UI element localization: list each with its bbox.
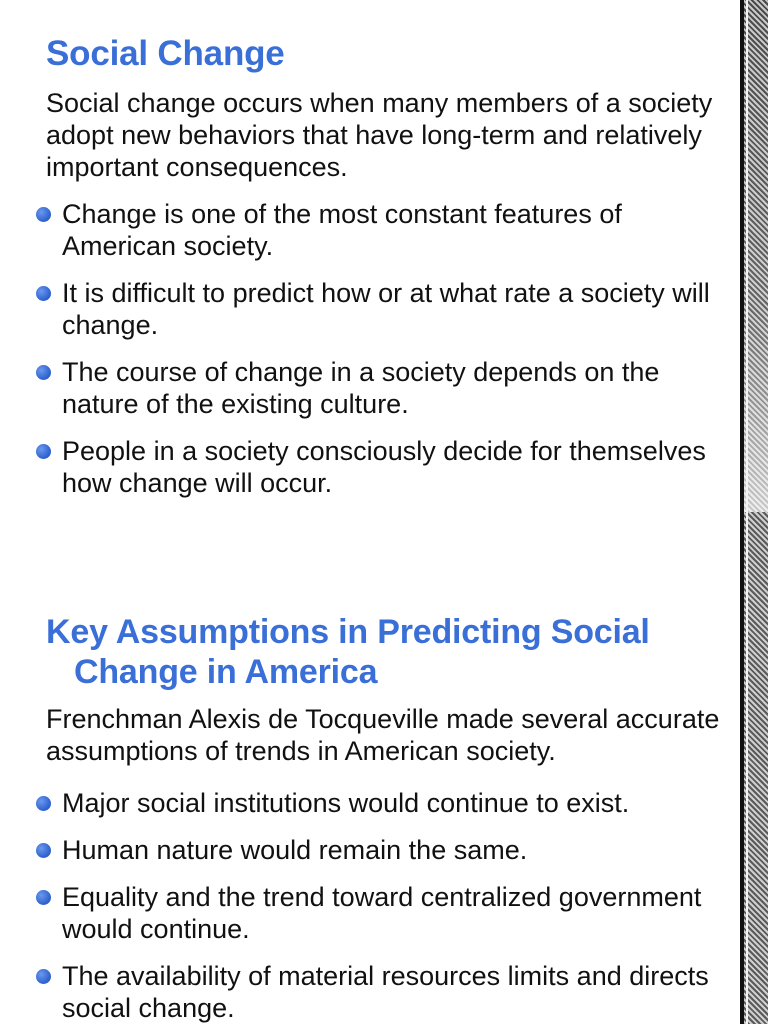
bullet-dot-icon — [36, 969, 51, 984]
bullet-text: Change is one of the most constant features of American society. — [62, 199, 622, 261]
bullet-dot-icon — [36, 207, 51, 222]
slide-key-assumptions — [0, 512, 768, 1024]
slide-title: Social Change — [46, 34, 285, 73]
bullet-item — [34, 277, 740, 341]
bullet-item — [34, 960, 740, 1024]
bullet-dot-icon — [36, 365, 51, 380]
bullet-item — [34, 198, 740, 262]
bullet-text: People in a society consciously decide for themselves how change will occur. — [62, 436, 706, 498]
decorative-edge-line — [740, 0, 744, 512]
bullet-text: Human nature would remain the same. — [62, 835, 528, 865]
decorative-edge-highlight — [746, 0, 748, 512]
bullet-dot-icon — [36, 843, 51, 858]
bullet-dot-icon — [36, 286, 51, 301]
slide-intro: Social change occurs when many members of a society adopt new behaviors that have long-term and relatively important consequences. — [46, 88, 713, 182]
bullet-item — [34, 834, 740, 866]
bullet-text: Major social institutions would continue to exist. — [62, 788, 630, 818]
bullet-item — [34, 356, 740, 420]
slide-title: Key Assumptions in Predicting Social Change in America — [46, 613, 650, 691]
bullet-item — [34, 435, 740, 499]
bullet-dot-icon — [36, 444, 51, 459]
bullet-text: The course of change in a society depends on the nature of the existing culture. — [62, 357, 660, 419]
bullet-text: The availability of material resources limits and directs social change. — [62, 961, 709, 1023]
bullet-text: It is difficult to predict how or at what rate a society will change. — [62, 278, 710, 340]
bullet-item — [34, 881, 740, 945]
bullet-list — [34, 787, 740, 1024]
slide-intro: Frenchman Alexis de Tocqueville made several accurate assumptions of trends in American society. — [46, 704, 720, 766]
decorative-edge-line — [740, 512, 744, 1024]
bullet-list — [34, 198, 740, 512]
bullet-item — [34, 787, 740, 819]
bullet-text: Equality and the trend toward centralized government would continue. — [62, 882, 702, 944]
decorative-edge-highlight — [746, 512, 748, 1024]
bullet-dot-icon — [36, 890, 51, 905]
bullet-dot-icon — [36, 796, 51, 811]
